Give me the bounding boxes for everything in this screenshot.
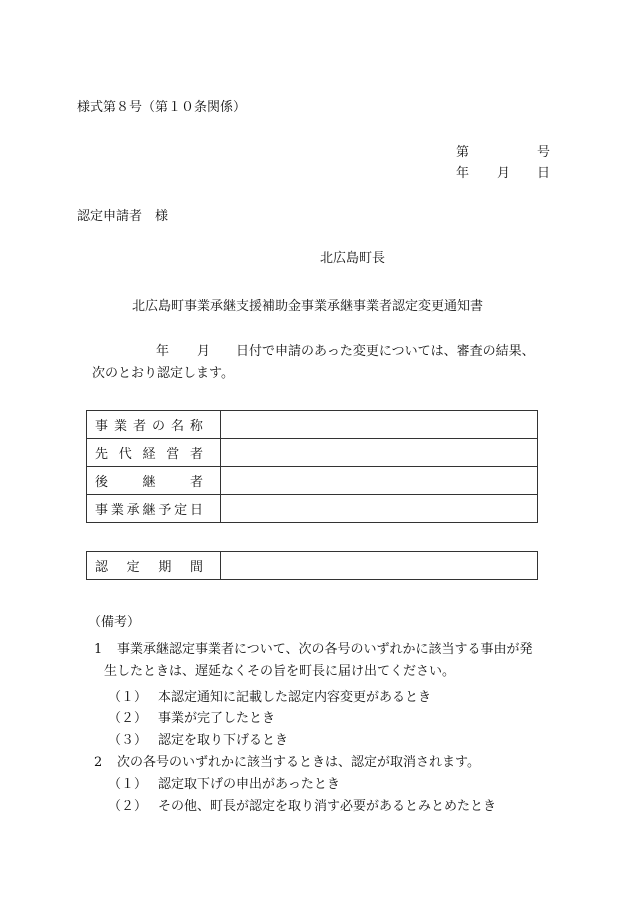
label-text bbox=[95, 471, 203, 490]
label-char: 者 bbox=[189, 447, 203, 462]
label-char: 期 bbox=[158, 560, 172, 575]
table-row bbox=[87, 552, 538, 580]
table-label-cell bbox=[87, 411, 221, 439]
note2-sub2-text: その他、町長が認定を取り消す必要があるとみとめたとき bbox=[158, 799, 497, 814]
label-char: 継 bbox=[142, 475, 156, 490]
label-char: 予 bbox=[158, 503, 172, 518]
note1-sub3-number: （３） bbox=[108, 733, 148, 748]
label-char: 間 bbox=[189, 560, 203, 575]
label-text bbox=[95, 415, 203, 434]
note1-sub2-number: （２） bbox=[108, 711, 148, 726]
form-number: 様式第８号（第１０条関係） bbox=[77, 100, 247, 115]
table-label-cell bbox=[87, 495, 221, 523]
label-char: 営 bbox=[166, 447, 180, 462]
addressee: 認定申請者 様 bbox=[77, 209, 169, 224]
body-text-line2: 次のとおり認定します。 bbox=[92, 366, 234, 381]
label-char: 事 bbox=[95, 503, 109, 518]
note1-sub3-text: 認定を取り下げるとき bbox=[158, 733, 289, 748]
date-month: 月 bbox=[497, 166, 511, 181]
notes-heading: （備考） bbox=[88, 615, 141, 630]
label-char: 代 bbox=[118, 447, 132, 462]
succession-date-field[interactable] bbox=[221, 495, 538, 523]
note1-sub1-text: 本認定通知に記載した認定内容変更があるとき bbox=[158, 690, 432, 705]
body-month: 月 bbox=[197, 344, 211, 359]
table-label-cell bbox=[87, 439, 221, 467]
label-char: 名 bbox=[170, 419, 184, 434]
body-year: 年 bbox=[156, 344, 170, 359]
document-title: 北広島町事業承継支援補助金事業承継事業者認定変更通知書 bbox=[132, 299, 484, 314]
note1-number: 1 bbox=[94, 642, 103, 657]
date-year: 年 bbox=[456, 166, 470, 181]
table-row bbox=[87, 439, 538, 467]
business-name-field[interactable] bbox=[221, 411, 538, 439]
label-char: 事 bbox=[95, 419, 109, 434]
note2-sub1-number: （１） bbox=[108, 777, 148, 792]
note2-number: 2 bbox=[94, 755, 103, 770]
doc-number-prefix: 第 bbox=[456, 145, 470, 160]
note1-sub2-text: 事業が完了したとき bbox=[158, 711, 276, 726]
table-row bbox=[87, 495, 538, 523]
label-char: 者 bbox=[189, 475, 203, 490]
table-label-cell bbox=[87, 467, 221, 495]
issuer: 北広島町長 bbox=[320, 251, 386, 266]
note1-line1: 事業承継認定事業者について、次の各号のいずれかに該当する事由が発 bbox=[117, 642, 533, 657]
label-char: 認 bbox=[95, 560, 109, 575]
label-char: 継 bbox=[142, 503, 156, 518]
label-char: 定 bbox=[126, 560, 140, 575]
label-char: 称 bbox=[189, 419, 203, 434]
label-char: 業 bbox=[110, 503, 124, 518]
note2-sub2-number: （２） bbox=[108, 799, 148, 814]
business-info-table bbox=[86, 410, 538, 523]
label-text bbox=[95, 443, 203, 462]
label-char: 者 bbox=[132, 419, 146, 434]
table-label-cell bbox=[87, 552, 221, 580]
certification-period-field[interactable] bbox=[221, 552, 538, 580]
label-char: 経 bbox=[142, 447, 156, 462]
note2-sub1-text: 認定取下げの申出があったとき bbox=[158, 777, 340, 792]
label-char: 業 bbox=[113, 419, 127, 434]
label-char: の bbox=[151, 419, 165, 434]
table-row bbox=[87, 411, 538, 439]
label-char: 承 bbox=[126, 503, 140, 518]
date-day: 日 bbox=[537, 166, 551, 181]
successor-field[interactable] bbox=[221, 467, 538, 495]
body-text-line1: 日付で申請のあった変更については、審査の結果、 bbox=[236, 344, 535, 359]
note1-line2: 生したときは、遅延なくその旨を町長に届け出てください。 bbox=[104, 664, 456, 679]
doc-number-suffix: 号 bbox=[537, 145, 551, 160]
label-char: 日 bbox=[189, 503, 203, 518]
certification-period-table bbox=[86, 551, 538, 580]
predecessor-field[interactable] bbox=[221, 439, 538, 467]
label-char: 先 bbox=[95, 447, 109, 462]
label-text bbox=[95, 556, 203, 575]
label-char: 定 bbox=[174, 503, 188, 518]
note1-sub1-number: （１） bbox=[108, 690, 148, 705]
label-text bbox=[95, 499, 203, 518]
table-row bbox=[87, 467, 538, 495]
label-char: 後 bbox=[95, 475, 109, 490]
note2-line1: 次の各号のいずれかに該当するときは、認定が取消されます。 bbox=[117, 755, 480, 770]
